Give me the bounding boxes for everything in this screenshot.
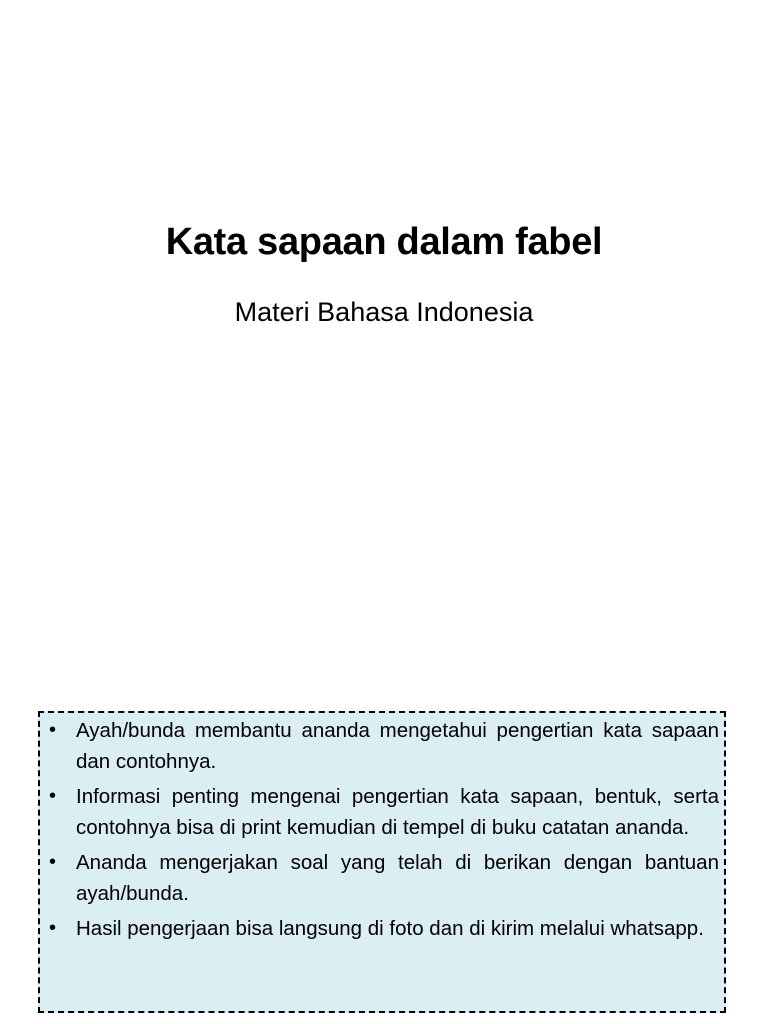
instruction-item [46,847,719,909]
instruction-item [46,781,719,843]
instruction-text: Hasil pengerjaan bisa langsung di foto dan di kirim melalui whatsapp. [76,917,704,940]
bullet-icon: • [49,851,57,873]
bullet-icon: • [49,785,57,807]
instruction-text: Ananda mengerjakan soal yang telah di berikan dengan bantuan ayah/bunda. [76,851,719,905]
instruction-text: Informasi penting mengenai pengertian kata sapaan, bentuk, serta contohnya bisa di print kemudian di tempel di buku catatan ananda. [76,785,719,839]
instruction-item [46,913,719,944]
instructions-box [38,711,726,1013]
bullet-icon: • [49,917,57,939]
slide-subtitle: Materi Bahasa Indonesia [234,297,534,327]
instruction-text: Ayah/bunda membantu ananda mengetahui pengertian kata sapaan dan contohnya. [76,719,719,773]
instructions-list [46,715,719,944]
bullet-icon: • [49,719,57,741]
instruction-item [46,715,719,777]
slide-title: Kata sapaan dalam fabel [165,221,603,263]
